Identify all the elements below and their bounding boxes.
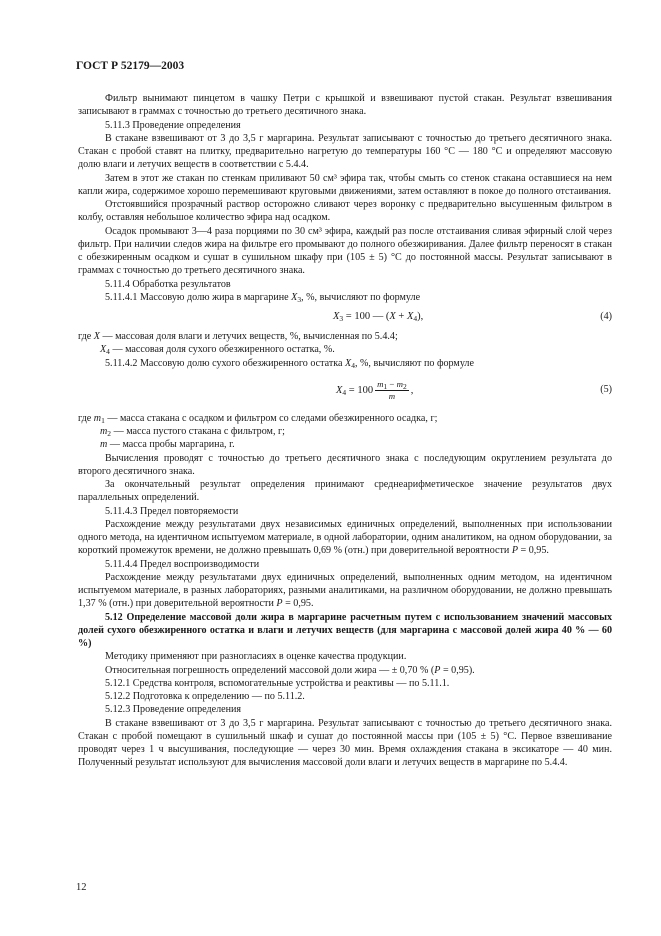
- section-heading-5-12: 5.12 Определение массовой доли жира в маргарине расчетным путем с использованием значений массовых долей сухого обезжиренного остатка и влаги и летучих веществ (для маргарина с массовой долей жира 40 % — 60 %): [78, 611, 612, 649]
- paragraph: Расхождение между результатами двух независимых единичных определений, выполненных при использовании одного метода, на идентичном испытуемом материале, в одной лаборатории, одним аналитиком, на одном оборудовании, за короткий промежуток времени, не должно превышать 0,69 % (отн.) при доверительной вероятности P = 0,95.: [78, 518, 612, 557]
- formula-4-expression: $X_3 = 100$ — $(X + X_4)$,: [333, 311, 424, 323]
- paragraph: Отстоявшийся прозрачный раствор осторожно сливают через воронку с предварительно высушенным фильтром в колбу, оставляя небольшое количество эфира над осадком.: [78, 199, 612, 224]
- paragraph: 5.11.4.2 Массовую долю сухого обезжиренного остатка $X_4$, %, вычисляют по формуле: [105, 357, 474, 370]
- variable-definition: где $m_1$ — масса стакана с осадком и фильтром со следами обезжиренного осадка, г;: [78, 412, 438, 425]
- paragraph: Вычисления проводят с точностью до третьего десятичного знака с последующим округлением результата до второго десятичного знака.: [78, 452, 612, 477]
- document-body: [78, 92, 612, 770]
- paragraph: Затем в этот же стакан по стенкам приливают 50 см³ эфира так, чтобы смыть со стенок стакана оставшиеся на нем капли жира, содержимое хорошо перемешивают круговыми движениями, затем оставляют в покое до полного отстаивания.: [78, 172, 612, 197]
- variable-definition: где X — массовая доля влаги и летучих веществ, %, вычисленная по 5.4.4;: [78, 331, 398, 342]
- section-heading-5-11-3: 5.11.3 Проведение определения: [105, 119, 241, 131]
- paragraph: В стакане взвешивают от 3 до 3,5 г маргарина. Результат записывают с точностью до третьего десятичного знака. Стакан с пробой помещают в сушильный шкаф и сушат до постоянной массы при (105 ± 5) °С. Первое взвешивание проводят через 1 ч высушивания, последующие — через 30 мин. Время охлаждения стакана в эксикаторе — 40 мин. Полученный результат используют для вычисления массовой доли влаги и летучих веществ в маргарине по 5.4.4.: [78, 717, 612, 769]
- section-heading-5-11-4: 5.11.4 Обработка результатов: [105, 278, 231, 290]
- paragraph: Относительная погрешность определений массовой доли жира — ± 0,70 % (P = 0,95).: [105, 664, 475, 676]
- formula-5-expression: $X_4 = 100$ $\frac{m_1 - m_2}{m}$ ,: [336, 378, 414, 401]
- section-heading-5-12-2: 5.12.2 Подготовка к определению — по 5.11.2.: [105, 691, 305, 702]
- section-heading-5-11-4-3: 5.11.4.3 Предел повторяемости: [105, 505, 239, 517]
- paragraph: 5.11.4.1 Массовую долю жира в маргарине $X_3$, %, вычисляют по формуле: [105, 291, 421, 304]
- section-heading-5-12-3: 5.12.3 Проведение определения: [105, 704, 242, 716]
- section-heading-5-12-1: 5.12.1 Средства контроля, вспомогательные устройства и реактивы — по 5.11.1.: [105, 677, 450, 689]
- page-number: 12: [76, 882, 87, 893]
- paragraph: Осадок промывают 3—4 раза порциями по 30 см³ эфира, каждый раз после отстаивания сливая эфирный слой через фильтр. При наличии следов жира на фильтре его промывают до полного обезжиривания. Далее фильтр переносят в стакан с обезжиренным осадком и сушат в сушильном шкафу при (105 ± 5) °С до постоянной массы. Результат записывают в граммах с точностью до третьего десятичного знака.: [78, 225, 612, 277]
- formula-4: [78, 307, 612, 327]
- variable-definition: m — масса пробы маргарина, г.: [100, 439, 235, 451]
- variable-definition: $m_2$ — масса пустого стакана с фильтром, г;: [100, 426, 285, 438]
- paragraph: Методику применяют при разногласиях в оценке качества продукции.: [105, 651, 407, 663]
- paragraph: Расхождение между результатами двух единичных определений, выполненных одним методом, на идентичном испытуемом материале, в разных лабораториях, разными аналитиками, на различном оборудовании, не должно превышать 1,37 % (отн.) при доверительной вероятности P = 0,95.: [78, 571, 612, 610]
- section-heading-5-11-4-4: 5.11.4.4 Предел воспроизводимости: [105, 558, 260, 570]
- formula-5: [78, 373, 612, 409]
- variable-definition: $X_4$ — массовая доля сухого обезжиренного остатка, %.: [100, 344, 335, 357]
- formula-4-number: (4): [600, 311, 612, 322]
- paragraph: В стакане взвешивают от 3 до 3,5 г маргарина. Результат записывают с точностью до третьего десятичного знака. Стакан с пробой ставят на плитку, предварительно нагретую до температуры 160 °С — 180 °С и определяют массовую долю влаги и летучих веществ в соответствии с 5.4.4.: [78, 132, 612, 171]
- fraction: $\frac{m_1 - m_2}{m}$: [377, 378, 407, 401]
- paragraph: За окончательный результат определения принимают среднеарифметическое значение результатов двух параллельных определений.: [78, 479, 612, 504]
- document-header: ГОСТ Р 52179—2003: [76, 60, 185, 72]
- paragraph: Фильтр вынимают пинцетом в чашку Петри с крышкой и взвешивают пустой стакан. Результат взвешивания записывают в граммах с точностью до третьего десятичного знака.: [78, 93, 612, 118]
- formula-5-number: (5): [600, 383, 612, 395]
